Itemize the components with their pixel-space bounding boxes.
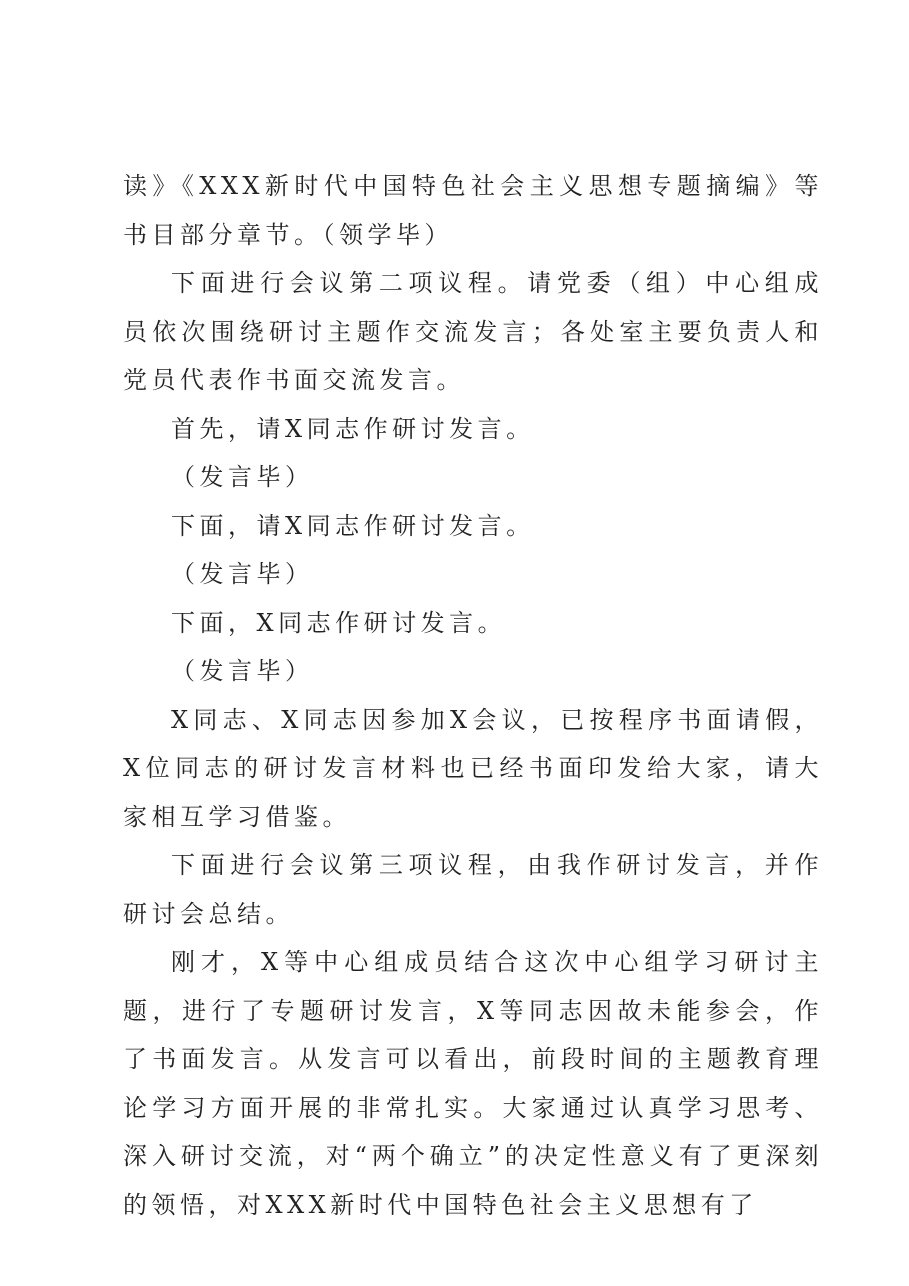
paragraph-next-speaker-1: 下面，请X同志作研讨发言。 — [171, 511, 535, 540]
paragraph-second-agenda: 下面进行会议第二项议程。请党委（组）中心组成员依次围绕研讨主题作交流发言；各处室主要负责人和党员代表作书面交流发言。 — [123, 269, 823, 394]
paragraph-summary: 刚才，X等中心组成员结合这次中心组学习研讨主题，进行了专题研讨发言，X等同志因故未能参会，作了书面发言。从发言可以看出，前段时间的主题教育理论学习方面开展的非常扎实。大家通过认真学习思考、深入研讨交流，对“两个确立”的决定性意义有了更深刻的领悟，对XXX新时代中国特色社会主义思想有了 — [123, 948, 823, 1219]
paragraph-next-speaker-2: 下面，X同志作研讨发言。 — [171, 608, 507, 637]
paragraph-leave-notice: X同志、X同志因参加X会议，已按程序书面请假，X位同志的研讨发言材料也已经书面印发给大家，请大家相互学习借鉴。 — [123, 705, 823, 831]
document-body — [123, 162, 823, 1229]
paragraph-third-agenda: 下面进行会议第三项议程，由我作研讨发言，并作研讨会总结。 — [123, 851, 823, 928]
paragraph-speech-end-2: （发言毕） — [171, 560, 314, 588]
paragraph-continuation: 读》《XXX新时代中国特色社会主义思想专题摘编》等书目部分章节。（领学毕） — [123, 172, 823, 249]
paragraph-first-speaker: 首先，请X同志作研讨发言。 — [171, 414, 535, 443]
paragraph-speech-end-1: （发言毕） — [171, 463, 314, 491]
paragraph-speech-end-3: （发言毕） — [171, 657, 314, 685]
